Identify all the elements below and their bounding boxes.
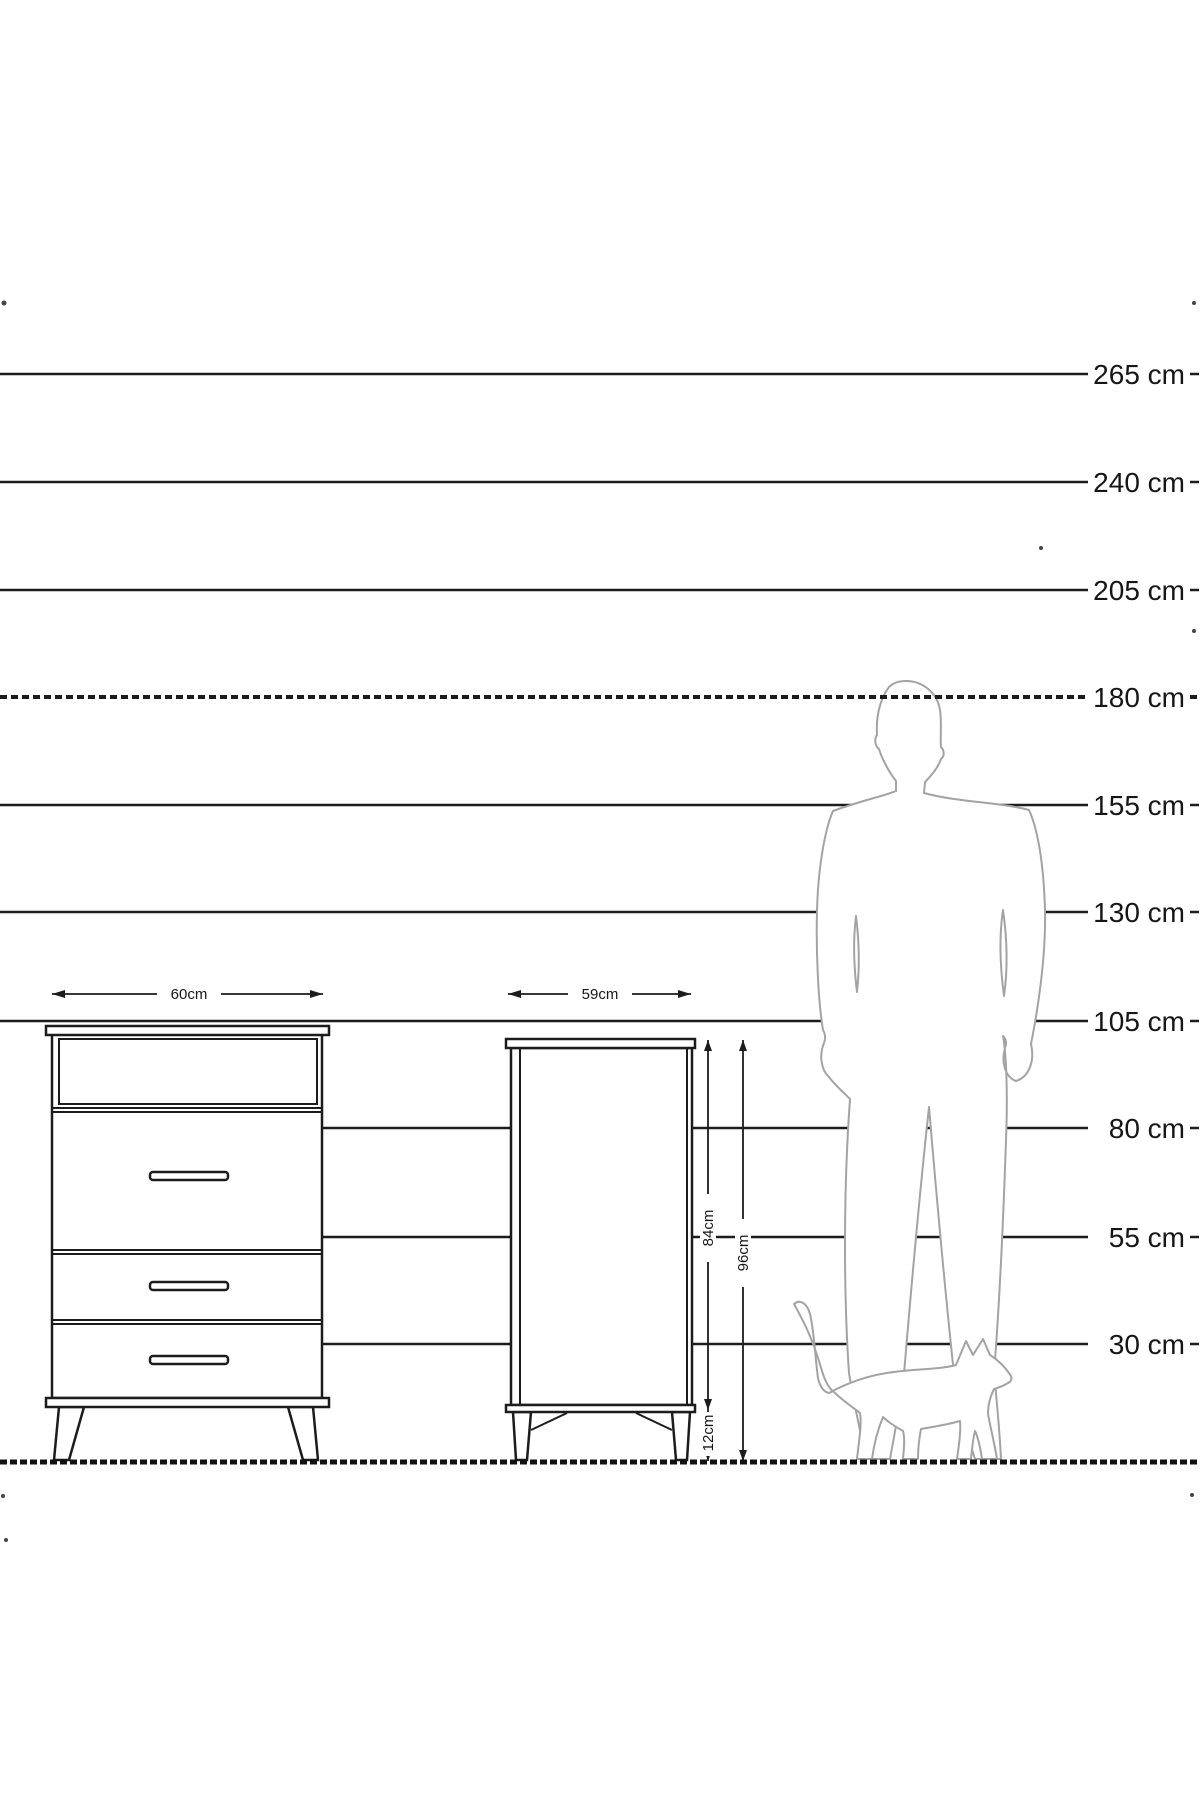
height-line-label: 155 cm (1093, 790, 1185, 821)
height-line-label: 55 cm (1108, 1222, 1185, 1253)
height-line-205-cm (0, 575, 1199, 606)
dresser-left-leg (54, 1407, 84, 1460)
dresser (46, 1026, 329, 1460)
height-line-label: 265 cm (1093, 359, 1185, 390)
cabinet-width-arrow-right (678, 990, 691, 998)
height-line-label: 205 cm (1093, 575, 1185, 606)
height-line-label: 130 cm (1093, 897, 1185, 928)
dresser-right-leg (288, 1407, 318, 1460)
cabinet-left-leg-strut (531, 1413, 567, 1430)
man-left-elbow-crease (854, 916, 859, 992)
cabinet-bottom-panel (506, 1405, 695, 1412)
cabinet-right-leg-strut (636, 1413, 672, 1430)
cabinet-total-height-label: 96cm (735, 1234, 752, 1272)
cabinet-top-panel (506, 1039, 695, 1048)
height-line-55-cm (320, 1222, 1199, 1253)
height-line-80-cm (320, 1113, 1199, 1144)
height-line-240-cm (0, 467, 1199, 498)
cabinet-left-leg (513, 1412, 531, 1460)
cabinet-width-arrow-left (508, 990, 521, 998)
cabinet-width-label: 59cm (581, 986, 619, 1003)
dresser-bottom-panel (46, 1398, 329, 1407)
height-line-30-cm (320, 1329, 1199, 1360)
dresser-body (52, 1033, 322, 1398)
height-line-label: 180 cm (1093, 682, 1185, 713)
height-line-label: 240 cm (1093, 467, 1185, 498)
cabinet-body (511, 1048, 692, 1405)
dresser-drawer3-handle (150, 1356, 228, 1364)
dresser-top-panel (46, 1026, 329, 1035)
height-line-label: 80 cm (1108, 1113, 1185, 1144)
dresser-drawer2-handle (150, 1282, 228, 1290)
cabinet-leg-height-label: 12cm (700, 1414, 717, 1452)
man-outline (817, 681, 1045, 1459)
cabinet (506, 1039, 695, 1460)
cabinet-body-height-label: 84cm (700, 1209, 717, 1247)
dresser-width-arrow-right (310, 990, 323, 998)
height-line-265-cm (0, 359, 1199, 390)
cabinet-right-leg (672, 1412, 690, 1460)
man-silhouette (817, 681, 1045, 1459)
dresser-drawer1-handle (150, 1172, 228, 1180)
dresser-width-arrow-left (52, 990, 65, 998)
height-scale-dashed-line (0, 682, 1199, 713)
height-line-label: 105 cm (1093, 1006, 1185, 1037)
height-line-180-cm (0, 682, 1199, 713)
dresser-width-label: 60cm (170, 986, 208, 1003)
height-line-label: 30 cm (1108, 1329, 1185, 1360)
